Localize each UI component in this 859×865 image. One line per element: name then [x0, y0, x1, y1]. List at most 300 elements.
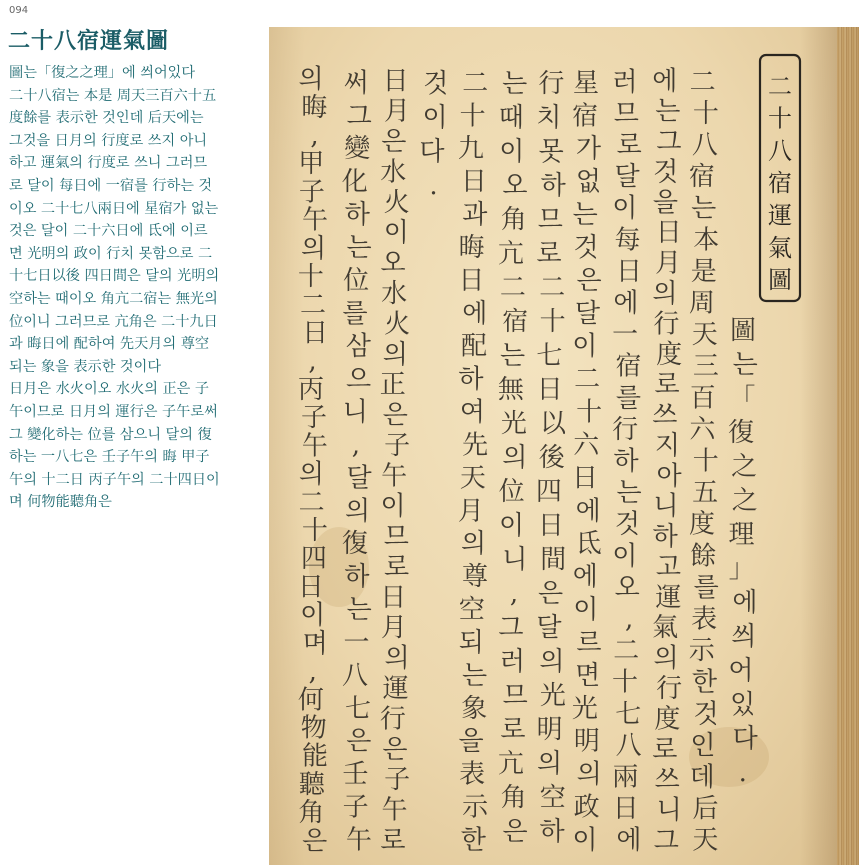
manuscript-char: 光	[539, 681, 566, 712]
transcription-line: 하는 一八七은 壬子午의 晦 甲子	[9, 449, 210, 466]
manuscript-char: 달	[346, 463, 372, 494]
manuscript-char: 星	[572, 68, 599, 99]
transcription-line: 圖는「復之之理」에 씌어있다	[9, 65, 196, 81]
manuscript-char: ,	[509, 579, 519, 610]
transcription-line: 日月은 水火이오 水火의 正은 子	[9, 381, 210, 398]
manuscript-char: 空	[458, 595, 485, 625]
manuscript-char: 十	[612, 667, 639, 698]
manuscript-column	[652, 66, 682, 856]
manuscript-column	[380, 66, 410, 856]
handwritten-columns	[269, 27, 859, 865]
manuscript-char: ,	[308, 657, 317, 688]
manuscript-char: 角	[500, 205, 527, 236]
manuscript-char: 午	[345, 825, 372, 856]
manuscript-char: 一	[612, 320, 639, 351]
manuscript-char: 이	[498, 511, 525, 542]
manuscript-image	[269, 27, 859, 865]
manuscript-char: 르	[576, 627, 602, 658]
manuscript-char: 는	[616, 478, 642, 509]
manuscript-char: 日	[536, 375, 563, 406]
manuscript-char: 로	[652, 734, 678, 765]
manuscript-heading-char: 運	[768, 201, 792, 230]
manuscript-char: 로	[500, 715, 526, 746]
manuscript-char: 何	[297, 685, 324, 716]
manuscript-char: 圖	[729, 316, 757, 347]
manuscript-char: 宿	[688, 162, 715, 193]
manuscript-char: 子	[384, 765, 411, 796]
manuscript-char: 는	[346, 232, 372, 263]
manuscript-char: 은	[346, 726, 372, 757]
manuscript-char: 化	[341, 167, 368, 198]
manuscript-char: 하	[539, 817, 565, 848]
manuscript-column	[689, 67, 719, 855]
manuscript-char: 러	[612, 67, 638, 98]
manuscript-char: 十	[692, 446, 719, 477]
manuscript-char: 은	[381, 127, 407, 158]
manuscript-char: 에	[652, 66, 678, 97]
manuscript-char: 에	[732, 588, 758, 619]
manuscript-column	[458, 68, 489, 855]
manuscript-char: 이	[422, 103, 448, 134]
manuscript-char: 火	[384, 309, 411, 340]
manuscript-char: 行	[656, 674, 683, 704]
manuscript-char: 는	[655, 96, 681, 127]
manuscript-char: 子	[342, 792, 369, 823]
manuscript-column	[572, 68, 602, 855]
manuscript-char: 의	[382, 339, 408, 370]
manuscript-char: 인	[690, 730, 716, 761]
manuscript-char: 火	[383, 187, 410, 218]
manuscript-char: 月	[384, 96, 411, 127]
transcription-line: 十七日以後 四日間은 달의 光明의	[9, 268, 220, 285]
manuscript-char: 씌	[731, 622, 757, 653]
manuscript-char: 에	[572, 562, 598, 593]
manuscript-char: 는	[732, 350, 758, 381]
manuscript-char: 晦	[301, 92, 328, 123]
manuscript-char: 이	[380, 491, 406, 522]
manuscript-column	[298, 65, 328, 857]
manuscript-char: 九	[457, 134, 484, 165]
manuscript-char: 하	[458, 364, 484, 395]
manuscript-char: 하	[540, 171, 566, 202]
manuscript-char: 行	[538, 69, 565, 100]
manuscript-char: 그	[656, 127, 682, 158]
manuscript-char: 은	[576, 265, 602, 296]
manuscript-char: 달	[614, 162, 640, 193]
manuscript-char: 의	[652, 279, 678, 309]
manuscript-char: 므	[613, 98, 639, 129]
manuscript-char: 宿	[502, 307, 529, 338]
manuscript-char: 여	[459, 397, 486, 428]
manuscript-char: 間	[540, 545, 567, 576]
manuscript-char: 本	[693, 225, 720, 256]
manuscript-char: 한	[691, 667, 718, 698]
manuscript-char: 치	[536, 103, 562, 134]
manuscript-char: 七	[615, 699, 642, 730]
manuscript-char: 아	[656, 461, 682, 492]
manuscript-heading-char: 八	[768, 136, 792, 165]
manuscript-column	[419, 69, 448, 201]
manuscript-char: 「	[729, 384, 756, 415]
manuscript-char: 月	[655, 248, 682, 279]
manuscript-char: 므	[383, 522, 409, 553]
manuscript-char: 달	[536, 613, 562, 644]
manuscript-char: 示	[688, 636, 715, 667]
manuscript-char: 二	[574, 364, 601, 395]
manuscript-char: 十	[539, 307, 566, 338]
manuscript-char: 角	[298, 798, 325, 829]
manuscript-char: 는	[502, 69, 528, 100]
transcription-line: 것은 달이 二十六日에 氐에 이르	[9, 223, 208, 240]
manuscript-char: 是	[690, 256, 717, 287]
transcription-line: 二十八宿는 本是 周天三百六十五	[9, 87, 217, 104]
manuscript-char: 二	[613, 636, 640, 667]
manuscript-char: 正	[379, 370, 406, 401]
manuscript-char: ,	[308, 346, 317, 377]
manuscript-char: .	[738, 758, 747, 789]
transcription-line: 과 晦日에 配하여 先天月의 尊空	[9, 336, 210, 353]
manuscript-char: 能	[301, 741, 328, 772]
manuscript-char: 은	[382, 400, 408, 431]
manuscript-char: 二	[499, 273, 526, 304]
manuscript-char: 午	[302, 205, 329, 236]
manuscript-char: 이	[383, 218, 409, 249]
manuscript-char: 日	[612, 794, 639, 825]
manuscript-char: 에	[613, 288, 639, 319]
manuscript-char: 니	[502, 545, 528, 576]
manuscript-char: 다	[732, 724, 758, 755]
manuscript-char: 政	[573, 792, 600, 823]
manuscript-char: 日	[458, 265, 485, 296]
manuscript-char: 月	[380, 613, 407, 644]
manuscript-char: 天	[692, 825, 719, 856]
manuscript-char: 水	[380, 157, 407, 188]
manuscript-char: 變	[344, 134, 371, 165]
manuscript-char: 는	[572, 200, 598, 230]
manuscript-char: 로	[536, 239, 562, 270]
manuscript-char: 日	[572, 463, 599, 494]
manuscript-heading-char: 宿	[768, 169, 792, 198]
manuscript-char: 쓰	[654, 765, 680, 796]
manuscript-char: 示	[462, 792, 489, 823]
manuscript-char: 復	[727, 418, 754, 449]
transcription-line: 그것을 日月의 行度로 쓰지 아니	[9, 132, 208, 149]
manuscript-char: 하	[652, 522, 678, 553]
manuscript-char: 餘	[690, 541, 717, 572]
manuscript-char: 日	[616, 256, 643, 287]
manuscript-char: 百	[689, 383, 716, 414]
manuscript-char: 八	[341, 660, 368, 691]
manuscript-heading-char: 圖	[768, 266, 792, 295]
manuscript-char: 午	[381, 795, 408, 826]
manuscript-char: 못	[538, 137, 564, 168]
manuscript-char: 二	[298, 487, 325, 518]
manuscript-char: 三	[692, 351, 719, 382]
manuscript-char: 日	[382, 66, 409, 97]
transcription-line: 午의 十二日 丙子午의 二十四日이	[9, 471, 220, 488]
manuscript-char: 이	[572, 331, 598, 362]
manuscript-char: 그	[346, 101, 372, 132]
transcription-line: 로 달이 每日에 一宿를 行하는 것	[9, 177, 213, 194]
manuscript-char: 宿	[615, 351, 642, 382]
manuscript-char: 明	[536, 715, 563, 746]
manuscript-char: 象	[461, 693, 488, 724]
manuscript-char: 之	[731, 452, 758, 483]
manuscript-char: 에	[616, 825, 642, 856]
manuscript-char: 亢	[497, 239, 524, 270]
manuscript-char: 러	[499, 647, 526, 678]
manuscript-char: 復	[341, 529, 368, 560]
manuscript-char: 로	[383, 552, 410, 583]
manuscript-heading-char: 二	[768, 72, 792, 101]
manuscript-char: 로	[616, 130, 642, 161]
manuscript-char: 가	[575, 134, 602, 165]
transcription-line: 이오 二十七八兩日에 星宿가 없는	[9, 200, 219, 217]
manuscript-char: 오	[502, 171, 528, 202]
manuscript-char: 七	[536, 341, 563, 372]
manuscript-char: 度	[688, 509, 716, 540]
manuscript-char: 位	[343, 265, 370, 296]
manuscript-char: 表	[691, 604, 718, 635]
manuscript-char: 宿	[572, 101, 599, 132]
manuscript-char: 의	[576, 759, 602, 790]
manuscript-char: 以	[539, 409, 566, 440]
manuscript-char: 의	[298, 459, 325, 490]
manuscript-char: 晦	[458, 232, 485, 263]
manuscript-char: 之	[731, 486, 758, 517]
manuscript-char: 없	[575, 167, 601, 198]
manuscript-char: 十	[576, 397, 603, 428]
manuscript-char: 것	[614, 509, 640, 540]
manuscript-char: 을	[458, 726, 484, 757]
manuscript-char: 日	[655, 218, 682, 249]
manuscript-char: 午	[301, 431, 328, 462]
manuscript-char: 日	[302, 318, 329, 349]
manuscript-char: 配	[461, 331, 488, 362]
manuscript-char: 이	[573, 595, 599, 625]
transcription-text	[9, 62, 259, 514]
manuscript-char: 光	[571, 693, 598, 724]
manuscript-char: 써	[343, 68, 369, 99]
manuscript-char: 은	[302, 826, 328, 857]
manuscript-char: 空	[539, 783, 566, 814]
manuscript-char: 二	[299, 290, 326, 321]
manuscript-char: 午	[381, 461, 408, 492]
manuscript-char: 삼	[345, 331, 371, 362]
manuscript-char: 므	[502, 681, 528, 712]
manuscript-char: 六	[573, 430, 600, 461]
manuscript-char: 七	[345, 693, 372, 724]
manuscript-char: 子	[384, 430, 411, 461]
manuscript-char: 를	[615, 383, 641, 414]
manuscript-char: 聽	[298, 769, 325, 800]
manuscript-char: 니	[342, 397, 368, 428]
transcription-line: 空하는 때이오 角亢二宿는 無光의	[9, 290, 218, 307]
manuscript-char: 表	[459, 759, 486, 790]
manuscript-char: 」	[728, 554, 755, 585]
manuscript-char: 으	[345, 364, 372, 395]
manuscript-char: 되	[458, 627, 484, 658]
manuscript-char: 오	[614, 572, 640, 603]
manuscript-char: 行	[612, 414, 639, 445]
manuscript-char: 이	[612, 193, 638, 224]
manuscript-heading-char: 十	[768, 104, 792, 133]
manuscript-char: 四	[535, 477, 562, 508]
manuscript-char: 의	[345, 496, 371, 527]
manuscript-heading-char: 氣	[768, 233, 792, 262]
manuscript-char: 오	[380, 248, 406, 279]
manuscript-char: 것	[653, 157, 679, 188]
manuscript-char: 로	[380, 825, 406, 856]
manuscript-char: 로	[654, 370, 680, 401]
transcription-line: 하고 運氣의 行度로 쓰니 그러므	[9, 155, 208, 172]
manuscript-char: 二	[689, 67, 716, 98]
manuscript-char: ,	[625, 604, 634, 635]
manuscript-char: 子	[298, 177, 325, 208]
manuscript-char: 丙	[297, 374, 324, 405]
manuscript-char: 先	[462, 430, 489, 461]
transcription-line: 午이므로 日月의 運行은 子午로써	[9, 403, 218, 420]
manuscript-column	[612, 67, 642, 855]
manuscript-char: 이	[572, 825, 598, 856]
manuscript-char: 은	[502, 817, 528, 848]
manuscript-char: 天	[691, 320, 718, 351]
manuscript-char: 의	[502, 443, 528, 474]
manuscript-char: 十	[297, 262, 324, 293]
manuscript-char: 十	[301, 516, 328, 546]
manuscript-char: 月	[457, 496, 484, 527]
manuscript-char: 의	[298, 64, 324, 95]
manuscript-char: 一	[343, 627, 370, 658]
manuscript-char: 周	[688, 288, 715, 319]
page-title: 二十八宿運氣圖	[8, 28, 170, 54]
manuscript-char: 때	[498, 103, 524, 134]
manuscript-char: 며	[302, 628, 328, 659]
manuscript-char: 를	[693, 572, 719, 603]
transcription-line: 그 變化하는 位를 삼으니 달의 復	[9, 426, 212, 443]
transcription-line: 度餘를 表示한 것인데 后天에는	[9, 110, 204, 127]
manuscript-char: 는	[462, 660, 488, 691]
manuscript-char: 行	[653, 309, 680, 340]
manuscript-column	[536, 69, 567, 847]
manuscript-char: 度	[656, 339, 683, 370]
manuscript-char: 水	[381, 279, 408, 309]
manuscript-char: 의	[301, 233, 327, 264]
manuscript-char: 位	[498, 477, 525, 508]
manuscript-column	[498, 69, 528, 847]
manuscript-char: 므	[537, 205, 563, 236]
transcription-line: 位이니 그러므로 亢角은 二十九日	[9, 313, 218, 330]
manuscript-char: 이	[499, 137, 525, 168]
manuscript-char: 二	[462, 68, 489, 99]
manuscript-char: 다	[419, 137, 445, 168]
manuscript-char: ,	[310, 121, 319, 151]
manuscript-char: 五	[692, 478, 719, 509]
manuscript-char: 天	[459, 463, 486, 494]
manuscript-char: 어	[728, 656, 754, 687]
manuscript-char: 后	[692, 794, 719, 825]
manuscript-char: 것	[573, 232, 599, 263]
manuscript-char: 하	[344, 200, 370, 230]
manuscript-char: 子	[301, 403, 328, 434]
manuscript-char: 의	[461, 529, 487, 560]
manuscript-char: 쓰	[652, 400, 678, 431]
manuscript-char: 고	[655, 552, 682, 583]
manuscript-char: 는	[346, 595, 372, 625]
manuscript-char: 는	[500, 341, 526, 372]
manuscript-char: 八	[691, 130, 718, 161]
manuscript-char: 는	[691, 193, 717, 224]
manuscript-char: 면	[575, 660, 601, 691]
manuscript-char: 日	[380, 582, 407, 613]
manuscript-char: 明	[573, 726, 600, 757]
manuscript-char: 에	[462, 298, 488, 329]
manuscript-char: 그	[653, 825, 679, 856]
manuscript-char: 은	[382, 734, 408, 765]
manuscript-char: 角	[500, 783, 527, 814]
manuscript-char: 를	[342, 298, 368, 329]
manuscript-char: 니	[656, 795, 682, 826]
manuscript-char: 의	[384, 643, 410, 674]
manuscript-char: 이	[612, 541, 638, 572]
manuscript-char: 尊	[462, 562, 489, 593]
transcription-line: 되는 象을 表示한 것이다	[9, 358, 162, 375]
manuscript-char: 運	[655, 582, 682, 613]
manuscript-char: 있	[730, 690, 756, 721]
manuscript-char: 그	[498, 613, 524, 644]
manuscript-char: 과	[462, 200, 488, 230]
manuscript-char: 六	[689, 414, 716, 445]
manuscript-char: 二	[539, 273, 566, 304]
manuscript-char: 것	[423, 69, 449, 100]
manuscript-char: 無	[497, 375, 524, 406]
manuscript-char: 度	[654, 704, 681, 735]
manuscript-char: 이	[300, 600, 326, 631]
manuscript-char: 것	[693, 699, 719, 730]
manuscript-char: 의	[653, 643, 679, 674]
manuscript-column	[728, 316, 758, 788]
transcription-line: 며 何物能聽角은	[9, 494, 112, 511]
manuscript-column	[342, 68, 372, 855]
manuscript-char: 十	[692, 98, 719, 129]
manuscript-char: 의	[536, 749, 563, 780]
manuscript-char: 의	[539, 647, 565, 678]
manuscript-char: 四	[300, 544, 327, 575]
manuscript-char: 지	[654, 430, 681, 461]
manuscript-char: 光	[500, 409, 527, 440]
manuscript-char: 壬	[342, 759, 369, 790]
manuscript-char: 하	[344, 562, 370, 593]
manuscript-char: 日	[460, 167, 487, 198]
manuscript-char: 每	[614, 225, 641, 256]
manuscript-char: 理	[728, 520, 755, 551]
manuscript-char: 物	[300, 713, 327, 744]
manuscript-char: 달	[574, 298, 600, 329]
manuscript-char: 은	[538, 579, 564, 610]
manuscript-char: .	[429, 171, 438, 202]
manuscript-char: 日	[297, 572, 324, 603]
manuscript-char: 氣	[652, 613, 679, 644]
manuscript-char: 後	[538, 443, 565, 474]
manuscript-char: 八	[615, 730, 642, 761]
manuscript-char: 니	[653, 491, 679, 522]
manuscript-char: 兩	[612, 762, 639, 793]
manuscript-char: ,	[351, 430, 361, 461]
manuscript-char: 運	[382, 674, 409, 704]
page-number: 094	[9, 5, 29, 16]
manuscript-char: 行	[379, 704, 406, 735]
manuscript-char: 日	[537, 511, 564, 542]
